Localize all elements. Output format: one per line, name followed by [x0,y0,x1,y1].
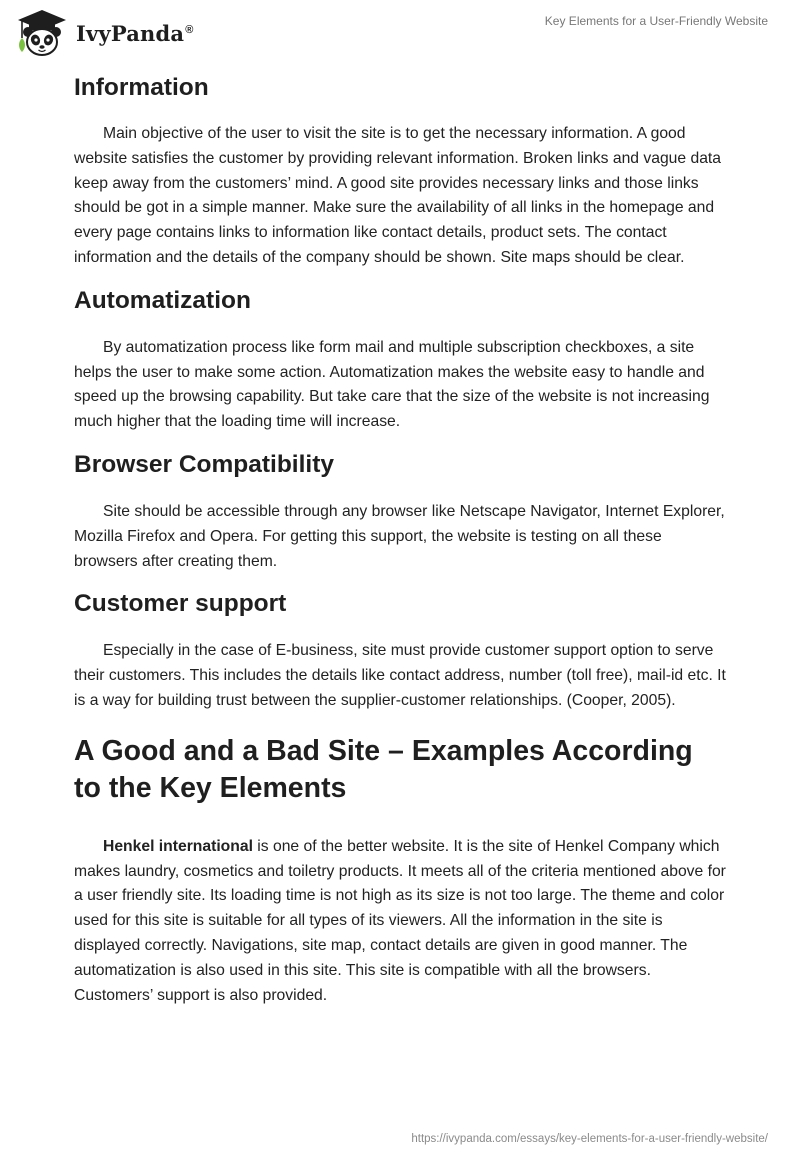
brand-name: IvyPanda® [76,20,194,46]
heading-good-bad-site: A Good and a Bad Site – Examples According to the Key Elements [74,734,693,804]
heading-browser-compatibility: Browser Compatibility [74,450,335,478]
paragraph-customer-support: Especially in the case of E-business, site must provide customer support option to serve their customers. This includes the details like contact address, number (toll free), mail-id etc. It is a way for building trust between the supplier-customer relationships. (Cooper, 2005). [74,642,726,709]
heading-information: Information [74,74,209,101]
paragraph-browser-compatibility: Site should be accessible through any browser like Netscape Navigator, Internet Explorer, Mozilla Firefox and Opera. For getting this support, the website is testing on all these browsers after creating them. [74,502,725,570]
registered-mark: ® [185,23,194,36]
henkel-bold-lead: Henkel international [103,837,253,855]
ivypanda-logo[interactable] [14,8,194,58]
essay-content [74,70,726,1008]
heading-customer-support: Customer support [74,590,287,618]
panda-graduation-cap-icon [14,8,70,58]
page-header [0,0,800,64]
heading-automatization: Automatization [74,286,251,314]
paragraph-automatization: By automatization process like form mail and multiple subscription checkboxes, a site helps the user to make some action. Automatization makes the website easy to handle and speed up the browsing capability. But take care that the size of the website is not increasing much higher that the loading time will increase. [74,338,710,431]
paragraph-information: Main objective of the user to visit the site is to get the necessary information. A good website satisfies the customer by providing relevant information. Broken links and vague data keep away from the customers’ mind. A good site provides necessary links and those links should be got in a simple manner. Make sure the availability of all links in the homepage and every page contains links to information like contact details, product sets. The contact information and the details of the company should be shown. Site maps should be clear. [74,125,722,266]
paragraph-good-bad-site [74,835,726,1009]
paragraph-good-bad-site-text: is one of the better website. It is the site of Henkel Company which makes laundry, cosmetics and toiletry products. It meets all of the criteria mentioned above for a user friendly site. Its loading time is not high as its size is not too large. The theme and color used for this site is suitable for all types of its viewers. All the information in the site is displayed correctly. Navigations, site map, contact details are given in good manner. The automatization is also used in this site. This site is compatible with all the browsers. Customers’ support is also provided. [74,837,726,1004]
source-url[interactable]: https://ivypanda.com/essays/key-elements-for-a-user-friendly-website/ [411,1133,768,1145]
document-title: Key Elements for a User-Friendly Website [544,14,768,28]
